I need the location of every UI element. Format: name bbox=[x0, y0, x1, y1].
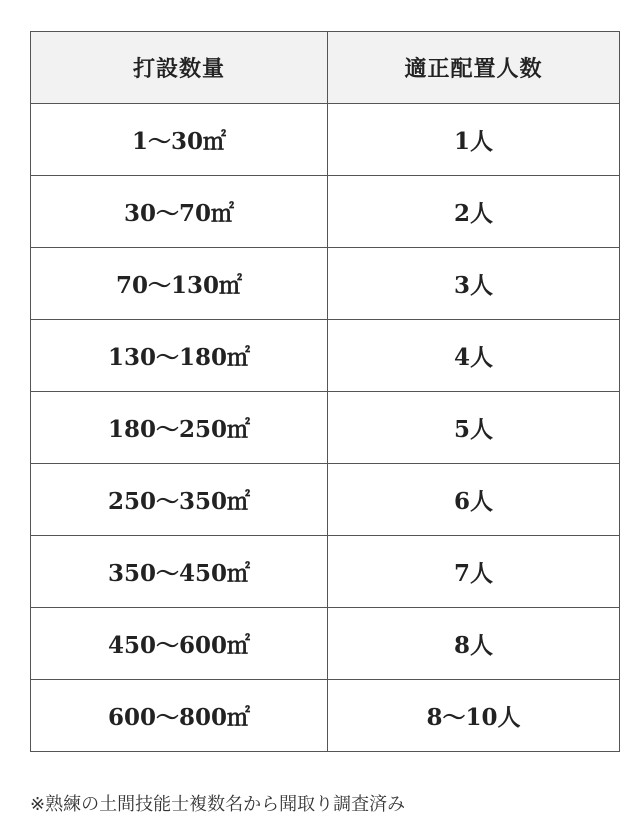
cell-staff-count: 6人 bbox=[328, 464, 620, 536]
cell-staff-count: 7人 bbox=[328, 536, 620, 608]
header-pour-volume: 打設数量 bbox=[31, 32, 328, 104]
table-row bbox=[31, 536, 620, 608]
cell-pour-volume: 70〜130㎡ bbox=[31, 248, 328, 320]
table-row bbox=[31, 680, 620, 752]
cell-staff-count: 8人 bbox=[328, 608, 620, 680]
cell-pour-volume: 180〜250㎡ bbox=[31, 392, 328, 464]
table-row bbox=[31, 320, 620, 392]
cell-pour-volume: 350〜450㎡ bbox=[31, 536, 328, 608]
cell-pour-volume: 250〜350㎡ bbox=[31, 464, 328, 536]
footnote: ※熟練の土間技能士複数名から聞取り調査済み bbox=[30, 794, 406, 815]
cell-staff-count: 5人 bbox=[328, 392, 620, 464]
cell-staff-count: 2人 bbox=[328, 176, 620, 248]
staffing-table-container bbox=[30, 31, 619, 752]
table-row bbox=[31, 104, 620, 176]
table-header-row bbox=[31, 32, 620, 104]
staffing-table bbox=[30, 31, 620, 752]
table-row bbox=[31, 392, 620, 464]
cell-pour-volume: 450〜600㎡ bbox=[31, 608, 328, 680]
cell-staff-count: 1人 bbox=[328, 104, 620, 176]
table-row bbox=[31, 176, 620, 248]
cell-pour-volume: 130〜180㎡ bbox=[31, 320, 328, 392]
table-row bbox=[31, 248, 620, 320]
cell-staff-count: 8〜10人 bbox=[328, 680, 620, 752]
header-staff-count: 適正配置人数 bbox=[328, 32, 620, 104]
cell-pour-volume: 600〜800㎡ bbox=[31, 680, 328, 752]
cell-staff-count: 3人 bbox=[328, 248, 620, 320]
cell-pour-volume: 30〜70㎡ bbox=[31, 176, 328, 248]
table-row bbox=[31, 608, 620, 680]
cell-staff-count: 4人 bbox=[328, 320, 620, 392]
table-row bbox=[31, 464, 620, 536]
cell-pour-volume: 1〜30㎡ bbox=[31, 104, 328, 176]
